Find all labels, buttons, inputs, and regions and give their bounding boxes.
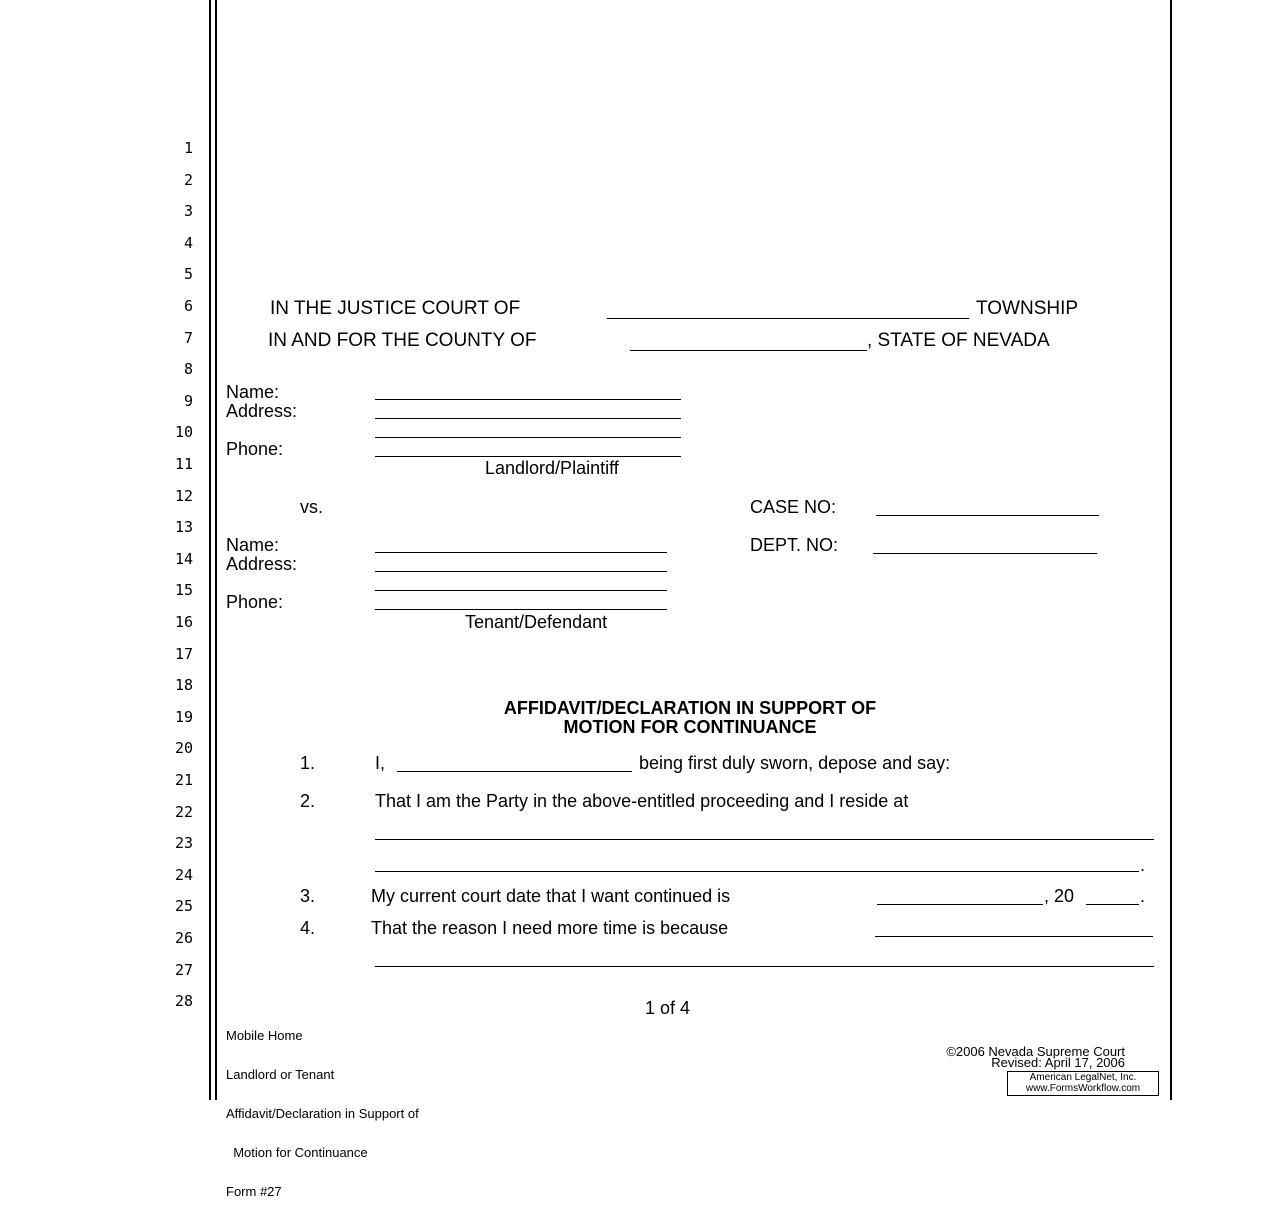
- line-number: 6: [183, 297, 193, 315]
- defendant-phone-label: Phone:: [226, 592, 284, 612]
- defendant-address-label: Address:: [226, 554, 298, 574]
- paragraph-1-prefix: I,: [375, 753, 386, 773]
- line-number: 2: [183, 170, 193, 189]
- footer-left-line: Motion for Continuance: [226, 1145, 368, 1160]
- plaintiff-address-field-2[interactable]: [375, 437, 681, 438]
- footer-left: [226, 1003, 419, 1211]
- court-date-field[interactable]: [877, 904, 1043, 905]
- paragraph-3-year-prefix: , 20: [1044, 886, 1075, 906]
- plaintiff-name-label: Name:: [226, 382, 280, 402]
- reason-field-1[interactable]: [875, 936, 1153, 937]
- plaintiff-address-field-1[interactable]: [375, 418, 681, 419]
- residence-field-1[interactable]: [375, 839, 1154, 840]
- line-number: 26: [174, 929, 193, 947]
- left-margin-rule-outer: [209, 0, 211, 1100]
- paragraph-2-text: That I am the Party in the above-entitled proceeding and I reside at: [375, 791, 909, 811]
- defendant-phone-field[interactable]: [375, 609, 667, 610]
- footer-left-line: Affidavit/Declaration in Support of: [226, 1106, 419, 1121]
- affiant-name-field[interactable]: [397, 771, 632, 772]
- publisher-stamp: [1007, 1071, 1159, 1096]
- page-number: 1 of 4: [645, 998, 691, 1018]
- publisher-url[interactable]: www.FormsWorkflow.com: [1025, 1083, 1141, 1094]
- document-title-line-1: AFFIDAVIT/DECLARATION IN SUPPORT OF: [503, 698, 877, 718]
- dept-no-label: DEPT. NO:: [750, 535, 839, 555]
- paragraph-3-number: 3.: [300, 886, 316, 906]
- line-number: 19: [174, 707, 193, 726]
- right-margin-rule: [1170, 0, 1172, 1100]
- line-number: 21: [174, 771, 193, 789]
- line-number: 24: [174, 865, 193, 884]
- plaintiff-name-field[interactable]: [375, 399, 681, 400]
- residence-field-2[interactable]: [375, 871, 1139, 872]
- paragraph-2-period: .: [1140, 855, 1146, 875]
- case-no-field[interactable]: [876, 515, 1099, 516]
- revised-date: Revised: April 17, 2006: [991, 1055, 1125, 1070]
- line-number: 23: [174, 834, 193, 853]
- line-number: 11: [174, 455, 193, 473]
- line-number: 22: [174, 802, 193, 821]
- dept-no-field[interactable]: [873, 553, 1097, 554]
- defendant-name-field[interactable]: [375, 552, 667, 553]
- defendant-address-field-2[interactable]: [375, 590, 667, 591]
- document-title-line-2: MOTION FOR CONTINUANCE: [563, 717, 817, 737]
- court-suffix: TOWNSHIP: [976, 298, 1079, 319]
- defendant-name-label: Name:: [226, 535, 280, 555]
- footer-left-line: Mobile Home: [226, 1028, 303, 1043]
- defendant-role: Tenant/Defendant: [465, 612, 608, 632]
- county-prefix: IN AND FOR THE COUNTY OF: [268, 330, 537, 351]
- line-number: 1: [183, 139, 193, 157]
- line-number: 25: [174, 897, 193, 916]
- versus: vs.: [300, 497, 324, 517]
- line-number: 17: [174, 644, 193, 663]
- paragraph-4-text: That the reason I need more time is because: [371, 918, 729, 938]
- copyright: ©2006 Nevada Supreme Court: [946, 1044, 1125, 1059]
- line-number: 18: [174, 676, 193, 695]
- line-number: 14: [174, 549, 193, 568]
- paragraph-3-period: .: [1140, 886, 1146, 906]
- paragraph-2-number: 2.: [300, 791, 316, 811]
- left-margin-rule-inner: [215, 0, 217, 1100]
- case-no-label: CASE NO:: [750, 497, 837, 517]
- paragraph-1-text: being first duly sworn, depose and say:: [639, 753, 951, 773]
- plaintiff-phone-label: Phone:: [226, 439, 284, 459]
- plaintiff-phone-field[interactable]: [375, 456, 681, 457]
- paragraph-3-text: My current court date that I want continued is: [371, 886, 731, 906]
- line-number: 20: [174, 739, 193, 758]
- line-number: 16: [174, 613, 193, 631]
- line-number: 15: [174, 581, 193, 600]
- line-number: 12: [174, 486, 193, 505]
- line-number: 3: [183, 202, 193, 221]
- township-field[interactable]: [607, 318, 969, 319]
- publisher-name: American LegalNet, Inc.: [1029, 1072, 1137, 1083]
- plaintiff-role: Landlord/Plaintiff: [485, 458, 619, 478]
- paragraph-4-number: 4.: [300, 918, 316, 938]
- line-number: 4: [183, 233, 193, 252]
- paragraph-1-number: 1.: [300, 753, 316, 773]
- line-number: 10: [174, 423, 193, 442]
- county-suffix: , STATE OF NEVADA: [867, 330, 1050, 351]
- defendant-address-field-1[interactable]: [375, 571, 667, 572]
- line-number: 13: [174, 518, 193, 537]
- court-prefix: IN THE JUSTICE COURT OF: [270, 298, 521, 319]
- court-line: [270, 298, 520, 320]
- line-number: 5: [183, 265, 193, 284]
- line-number: 7: [183, 328, 193, 347]
- line-number: 8: [183, 360, 193, 379]
- court-year-field[interactable]: [1086, 904, 1139, 905]
- footer-left-line: Landlord or Tenant: [226, 1067, 335, 1082]
- line-number: 27: [174, 960, 193, 979]
- county-field[interactable]: [630, 350, 867, 351]
- line-number: 28: [174, 992, 193, 1011]
- footer-left-line: Form #27: [226, 1184, 282, 1199]
- line-number: 9: [183, 391, 193, 410]
- plaintiff-address-label: Address:: [226, 401, 298, 421]
- reason-field-2[interactable]: [375, 966, 1154, 967]
